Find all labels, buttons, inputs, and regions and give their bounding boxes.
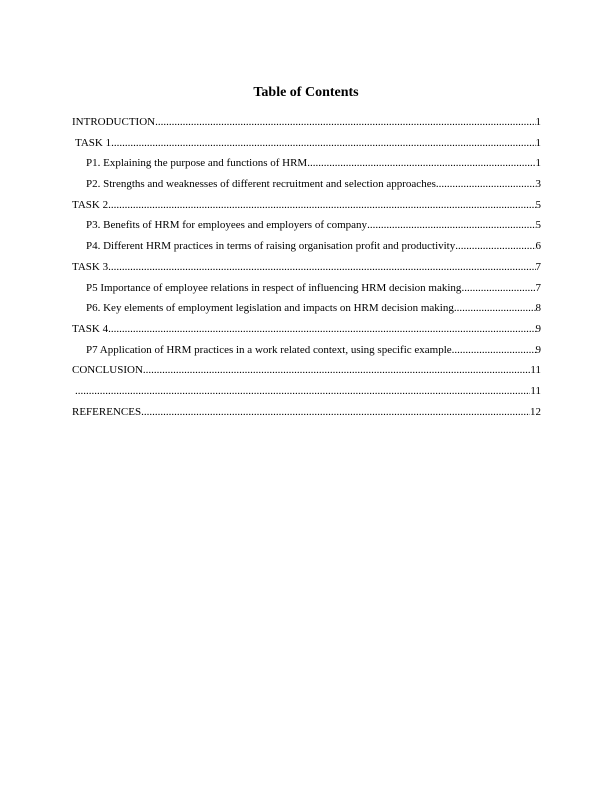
toc-entry-label: P3. Benefits of HRM for employees and employers of company <box>86 219 368 232</box>
toc-page-number: 6 <box>535 240 541 253</box>
toc-entry[interactable] <box>72 402 541 423</box>
toc-page-number: 8 <box>535 302 541 315</box>
toc-dot-leader <box>307 153 535 174</box>
toc-page-number: 3 <box>535 178 541 191</box>
toc-page-number: 12 <box>530 405 541 418</box>
toc-dot-leader <box>111 133 535 154</box>
toc-dot-leader <box>454 298 536 319</box>
toc-page-number: 11 <box>530 364 541 377</box>
toc-entry-label: REFERENCES <box>72 405 142 418</box>
toc-entry[interactable] <box>72 112 541 133</box>
toc-page-number: 9 <box>535 322 541 335</box>
table-of-contents <box>72 112 541 422</box>
toc-entry-label: CONCLUSION <box>72 364 143 377</box>
toc-dot-leader <box>461 278 535 299</box>
toc-entry-label: TASK 1 <box>75 136 112 149</box>
toc-entry-label: TASK 2 <box>72 198 109 211</box>
toc-dot-leader <box>141 402 530 423</box>
toc-entry[interactable] <box>72 319 541 340</box>
toc-dot-leader <box>108 319 535 340</box>
toc-dot-leader <box>452 340 536 361</box>
toc-entry-label: P7 Application of HRM practices in a work related context, using specific example <box>86 343 452 356</box>
toc-entry[interactable] <box>72 340 541 361</box>
toc-dot-leader <box>108 257 535 278</box>
toc-page-number: 5 <box>535 198 541 211</box>
toc-entry[interactable] <box>72 195 541 216</box>
toc-entry-label: P6. Key elements of employment legislation and impacts on HRM decision making <box>86 302 454 315</box>
toc-entry[interactable] <box>72 133 541 154</box>
toc-entry-label: P1. Explaining the purpose and functions of HRM <box>86 157 308 170</box>
toc-dot-leader <box>455 236 535 257</box>
toc-entry[interactable] <box>72 360 541 381</box>
toc-entry[interactable] <box>72 153 541 174</box>
toc-entry[interactable] <box>72 174 541 195</box>
toc-page-number: 1 <box>535 157 541 170</box>
toc-entry[interactable] <box>72 381 541 402</box>
toc-dot-leader <box>143 360 531 381</box>
toc-page-number: 7 <box>535 281 541 294</box>
toc-dot-leader <box>75 381 530 402</box>
toc-entry[interactable] <box>72 278 541 299</box>
toc-page-number: 1 <box>535 116 541 128</box>
toc-page-number: 5 <box>535 219 541 232</box>
toc-dot-leader <box>436 174 536 195</box>
page-title: Table of Contents <box>253 85 359 100</box>
toc-dot-leader <box>367 215 535 236</box>
toc-entry[interactable] <box>72 257 541 278</box>
toc-entry-label: P5 Importance of employee relations in respect of influencing HRM decision making <box>86 281 462 294</box>
toc-entry-label: INTRODUCTION <box>72 116 156 128</box>
toc-dot-leader <box>155 112 535 133</box>
toc-page-number: 7 <box>535 260 541 273</box>
toc-page-number: 9 <box>535 343 541 356</box>
toc-entry-label: TASK 3 <box>72 260 109 273</box>
toc-entry[interactable] <box>72 236 541 257</box>
toc-entry-label: P2. Strengths and weaknesses of different recruitment and selection approaches <box>86 178 436 191</box>
toc-entry[interactable] <box>72 298 541 319</box>
toc-page-number: 1 <box>535 136 541 149</box>
toc-entry-label: P4. Different HRM practices in terms of raising organisation profit and productivity <box>86 240 456 253</box>
toc-entry[interactable] <box>72 215 541 236</box>
toc-entry-label: TASK 4 <box>72 322 109 335</box>
toc-dot-leader <box>108 195 535 216</box>
toc-page-number: 11 <box>530 384 541 397</box>
